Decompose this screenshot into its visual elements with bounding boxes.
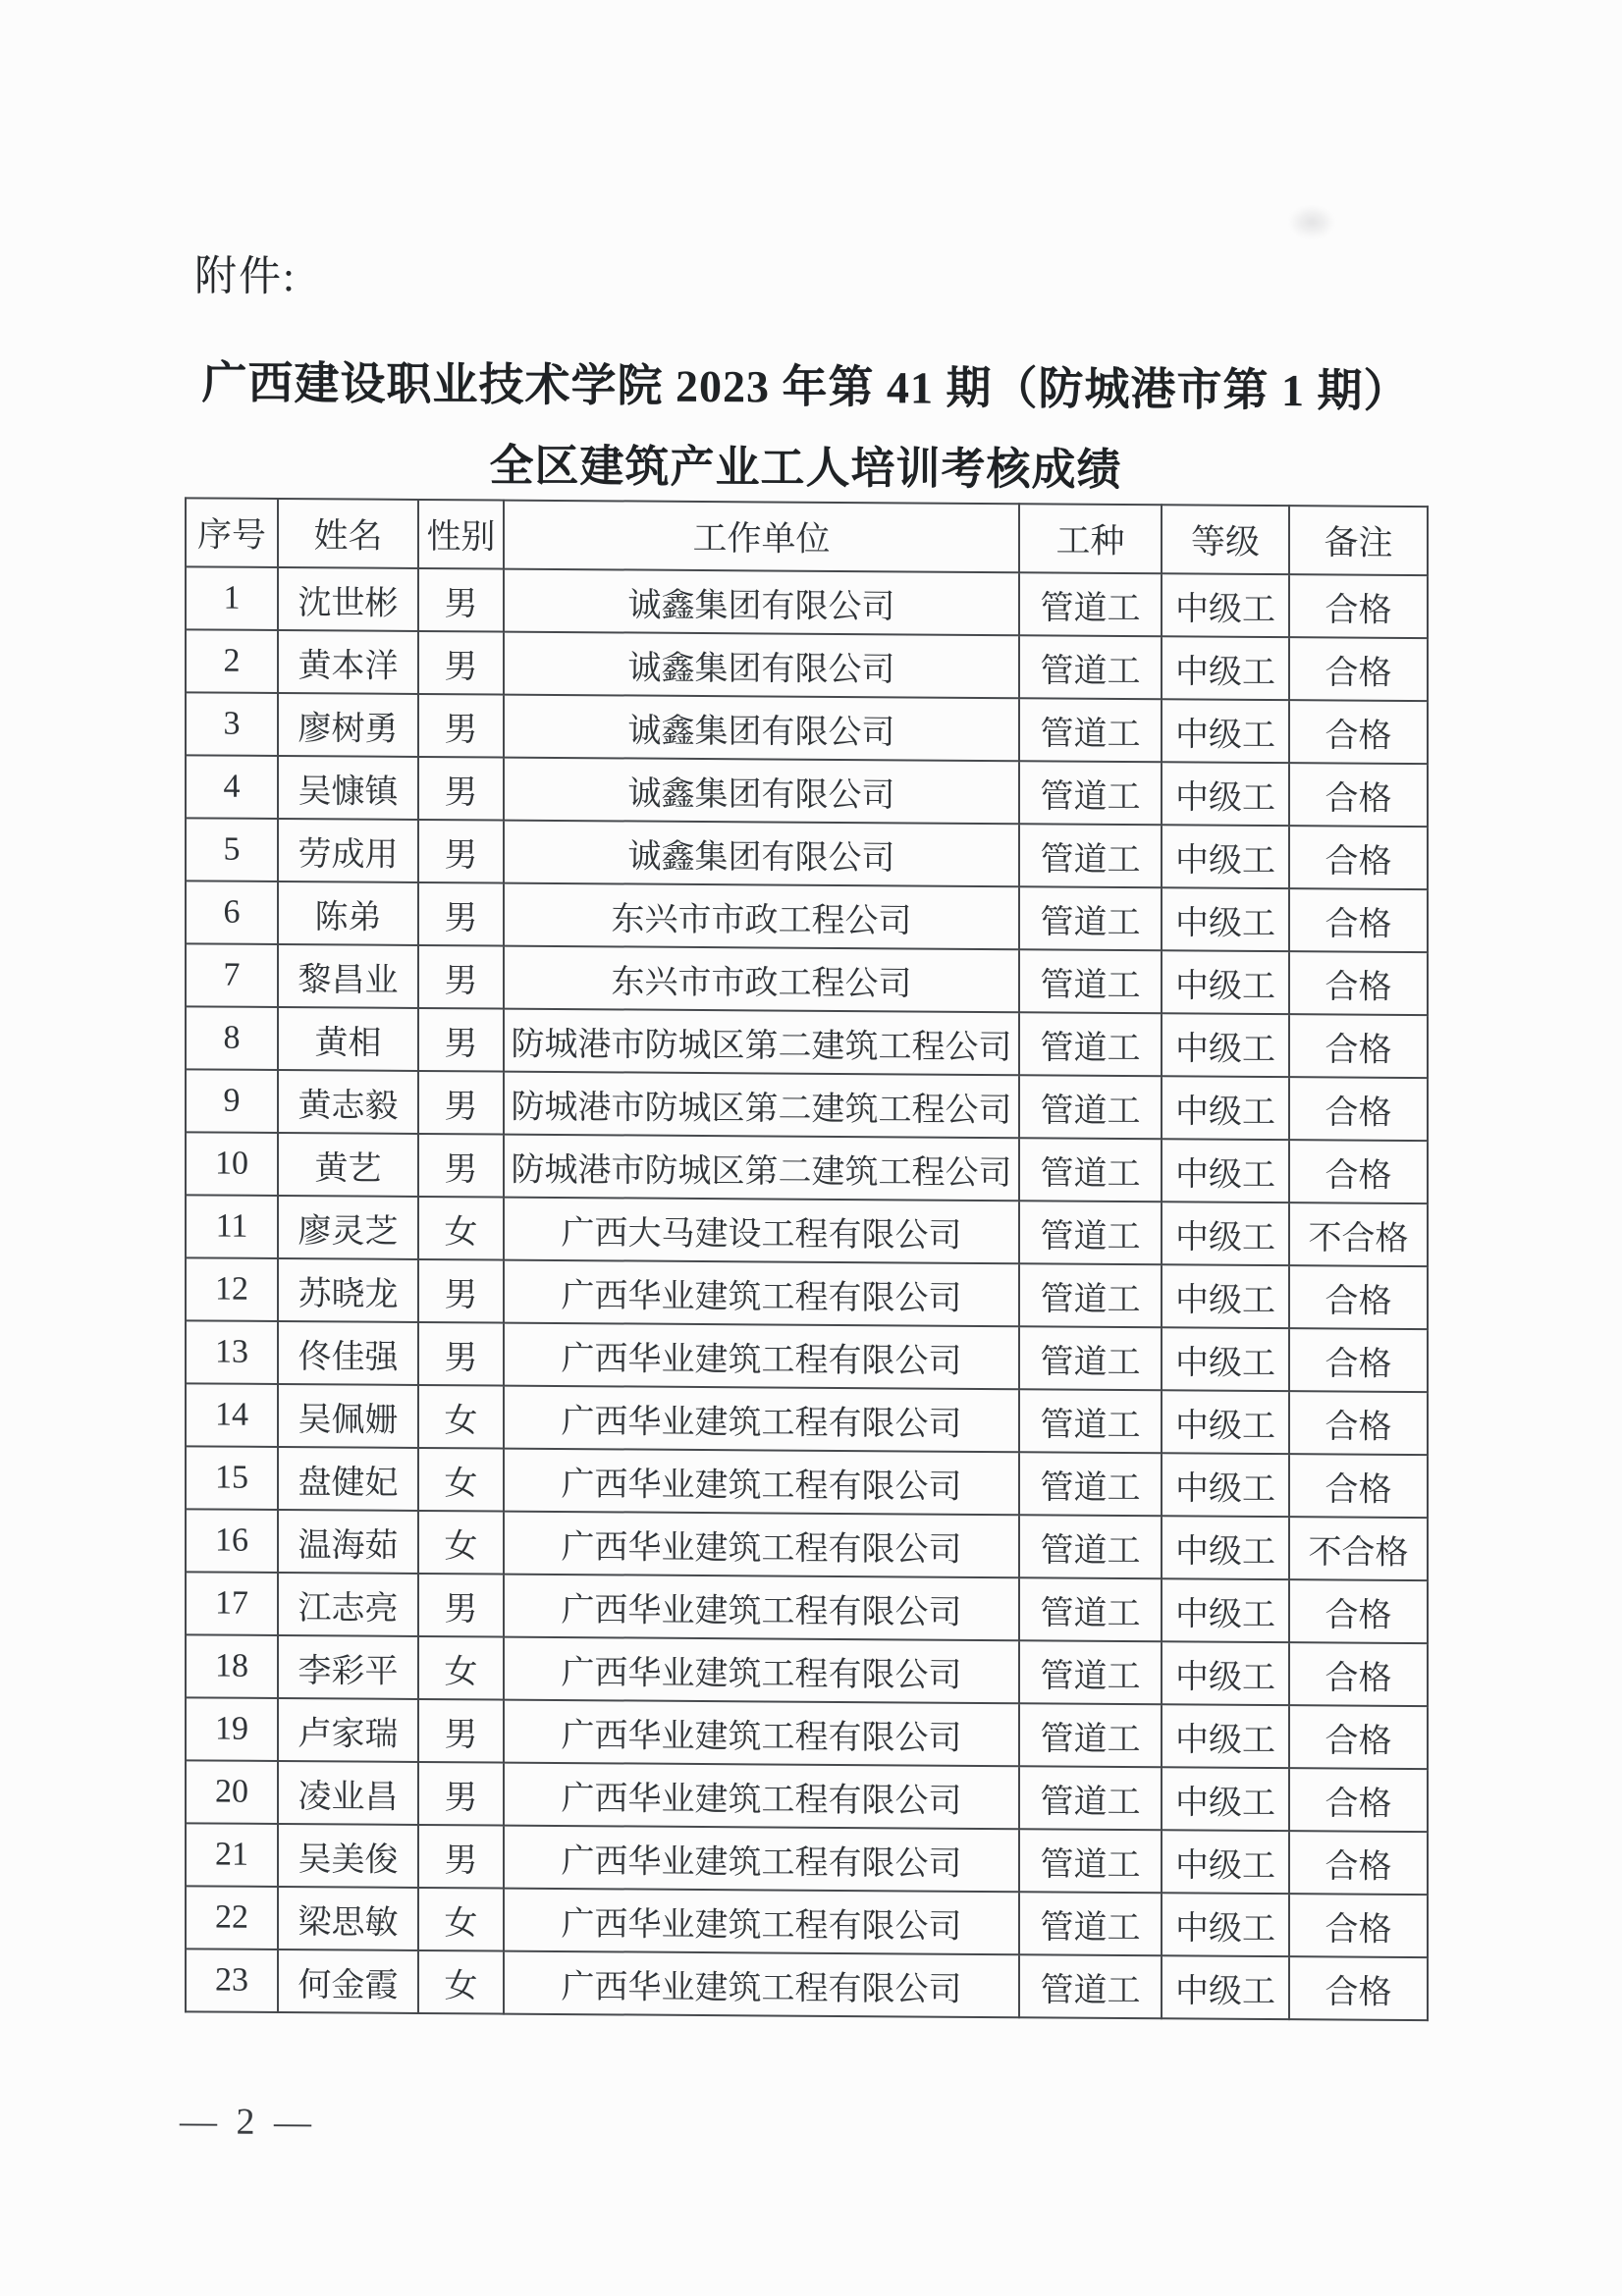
cell-level: 中级工 bbox=[1162, 762, 1289, 826]
cell-gender: 女 bbox=[418, 1385, 504, 1449]
cell-company: 广西华业建筑工程有限公司 bbox=[504, 1323, 1019, 1390]
cell-trade: 管道工 bbox=[1019, 1577, 1162, 1641]
cell-remark: 合格 bbox=[1289, 1831, 1428, 1895]
cell-no: 20 bbox=[186, 1760, 278, 1824]
table-row bbox=[186, 1446, 1428, 1518]
results-table bbox=[185, 497, 1429, 2021]
cell-name: 陈弟 bbox=[278, 881, 418, 945]
cell-gender: 男 bbox=[418, 1574, 504, 1637]
cell-level: 中级工 bbox=[1162, 1390, 1289, 1454]
cell-level: 中级工 bbox=[1162, 699, 1289, 763]
cell-name: 黎昌业 bbox=[278, 944, 418, 1008]
cell-remark: 合格 bbox=[1289, 1454, 1428, 1518]
cell-no: 9 bbox=[186, 1069, 278, 1133]
cell-name: 黄相 bbox=[278, 1007, 418, 1071]
cell-company: 诚鑫集团有限公司 bbox=[504, 821, 1019, 887]
cell-company: 诚鑫集团有限公司 bbox=[504, 758, 1019, 825]
page-number: — 2 — bbox=[180, 2101, 311, 2144]
cell-no: 19 bbox=[186, 1697, 278, 1761]
table-row bbox=[186, 692, 1428, 764]
cell-no: 13 bbox=[186, 1320, 278, 1384]
cell-company: 广西华业建筑工程有限公司 bbox=[504, 1889, 1019, 1955]
cell-remark: 合格 bbox=[1289, 1077, 1428, 1141]
cell-trade: 管道工 bbox=[1019, 1201, 1162, 1264]
table-row bbox=[186, 1760, 1428, 1832]
cell-trade: 管道工 bbox=[1019, 1263, 1162, 1327]
cell-no: 23 bbox=[186, 1949, 278, 2012]
cell-level: 中级工 bbox=[1162, 636, 1289, 700]
cell-name: 黄艺 bbox=[278, 1133, 418, 1197]
cell-no: 2 bbox=[186, 629, 278, 693]
cell-gender: 男 bbox=[418, 694, 504, 758]
cell-no: 7 bbox=[186, 943, 278, 1007]
cell-no: 8 bbox=[186, 1006, 278, 1070]
cell-company: 诚鑫集团有限公司 bbox=[504, 632, 1019, 699]
table-row bbox=[186, 1132, 1428, 1203]
table-row bbox=[186, 881, 1428, 952]
attachment-label: 附件: bbox=[194, 253, 297, 301]
cell-remark: 合格 bbox=[1289, 1579, 1428, 1643]
cell-remark: 合格 bbox=[1289, 1265, 1428, 1329]
cell-remark: 合格 bbox=[1289, 888, 1428, 952]
cell-trade: 管道工 bbox=[1019, 1012, 1162, 1076]
cell-remark: 合格 bbox=[1289, 1014, 1428, 1078]
cell-remark: 合格 bbox=[1289, 1894, 1428, 1957]
cell-name: 黄本洋 bbox=[278, 630, 418, 694]
cell-company: 防城港市防城区第二建筑工程公司 bbox=[504, 1072, 1019, 1139]
column-header-remark: 备注 bbox=[1289, 506, 1428, 575]
cell-trade: 管道工 bbox=[1019, 1829, 1162, 1893]
cell-remark: 合格 bbox=[1289, 700, 1428, 764]
cell-gender: 男 bbox=[418, 757, 504, 821]
cell-company: 广西华业建筑工程有限公司 bbox=[504, 1763, 1019, 1830]
table-row bbox=[186, 1257, 1428, 1329]
document-title-line1: 广西建设职业技术学院 2023 年第 41 期（防城港市第 1 期） bbox=[201, 357, 1410, 417]
cell-name: 梁思敏 bbox=[278, 1887, 418, 1950]
cell-trade: 管道工 bbox=[1019, 1452, 1162, 1516]
cell-gender: 女 bbox=[418, 1888, 504, 1951]
table-row bbox=[186, 755, 1428, 827]
cell-trade: 管道工 bbox=[1019, 761, 1162, 825]
cell-company: 诚鑫集团有限公司 bbox=[504, 695, 1019, 762]
cell-no: 10 bbox=[186, 1132, 278, 1196]
cell-no: 18 bbox=[186, 1634, 278, 1698]
cell-remark: 合格 bbox=[1289, 1705, 1428, 1769]
cell-name: 廖灵芝 bbox=[278, 1196, 418, 1259]
cell-level: 中级工 bbox=[1162, 1641, 1289, 1705]
cell-name: 凌业昌 bbox=[278, 1761, 418, 1825]
cell-gender: 女 bbox=[418, 1511, 504, 1575]
cell-trade: 管道工 bbox=[1019, 886, 1162, 950]
cell-level: 中级工 bbox=[1162, 573, 1289, 637]
cell-no: 17 bbox=[186, 1572, 278, 1635]
cell-remark: 合格 bbox=[1289, 637, 1428, 701]
cell-name: 卢家瑞 bbox=[278, 1698, 418, 1762]
cell-company: 广西华业建筑工程有限公司 bbox=[504, 1386, 1019, 1453]
cell-company: 诚鑫集团有限公司 bbox=[504, 569, 1019, 636]
cell-name: 佟佳强 bbox=[278, 1321, 418, 1385]
cell-company: 广西华业建筑工程有限公司 bbox=[504, 1575, 1019, 1641]
cell-name: 吴慷镇 bbox=[278, 756, 418, 820]
cell-company: 广西华业建筑工程有限公司 bbox=[504, 1512, 1019, 1578]
cell-gender: 男 bbox=[418, 1134, 504, 1198]
cell-level: 中级工 bbox=[1162, 1013, 1289, 1077]
table-row bbox=[186, 1697, 1428, 1769]
cell-gender: 男 bbox=[418, 1762, 504, 1826]
cell-name: 李彩平 bbox=[278, 1635, 418, 1699]
table-row bbox=[186, 818, 1428, 889]
cell-trade: 管道工 bbox=[1019, 635, 1162, 699]
table-row bbox=[186, 1320, 1428, 1392]
cell-gender: 男 bbox=[418, 631, 504, 695]
table-row bbox=[186, 1383, 1428, 1455]
cell-name: 黄志毅 bbox=[278, 1070, 418, 1134]
cell-level: 中级工 bbox=[1162, 1264, 1289, 1328]
cell-trade: 管道工 bbox=[1019, 1138, 1162, 1201]
cell-level: 中级工 bbox=[1162, 1830, 1289, 1894]
column-header-trade: 工种 bbox=[1019, 504, 1162, 573]
cell-trade: 管道工 bbox=[1019, 1640, 1162, 1704]
column-header-name: 姓名 bbox=[278, 499, 418, 568]
cell-gender: 男 bbox=[418, 1071, 504, 1135]
cell-level: 中级工 bbox=[1162, 1955, 1289, 2019]
cell-no: 1 bbox=[186, 566, 278, 630]
table-row bbox=[186, 1069, 1428, 1141]
cell-gender: 男 bbox=[418, 945, 504, 1009]
cell-no: 16 bbox=[186, 1509, 278, 1573]
cell-remark: 合格 bbox=[1289, 763, 1428, 827]
cell-level: 中级工 bbox=[1162, 825, 1289, 888]
cell-no: 22 bbox=[186, 1886, 278, 1949]
scan-smudge bbox=[1288, 205, 1335, 239]
cell-no: 12 bbox=[186, 1257, 278, 1321]
cell-trade: 管道工 bbox=[1019, 1515, 1162, 1578]
cell-level: 中级工 bbox=[1162, 1201, 1289, 1265]
document-title-line2: 全区建筑产业工人培训考核成绩 bbox=[489, 441, 1122, 495]
cell-no: 3 bbox=[186, 692, 278, 756]
cell-level: 中级工 bbox=[1162, 1893, 1289, 1956]
table-body bbox=[186, 566, 1428, 2020]
cell-name: 沈世彬 bbox=[278, 567, 418, 631]
table-row bbox=[186, 1634, 1428, 1706]
cell-level: 中级工 bbox=[1162, 1516, 1289, 1579]
cell-gender: 男 bbox=[418, 882, 504, 946]
cell-level: 中级工 bbox=[1162, 950, 1289, 1014]
cell-gender: 男 bbox=[418, 820, 504, 883]
cell-level: 中级工 bbox=[1162, 1704, 1289, 1768]
cell-level: 中级工 bbox=[1162, 887, 1289, 951]
cell-name: 何金霞 bbox=[278, 1949, 418, 2013]
cell-gender: 女 bbox=[418, 1950, 504, 2014]
cell-level: 中级工 bbox=[1162, 1578, 1289, 1642]
cell-trade: 管道工 bbox=[1019, 572, 1162, 636]
cell-name: 盘健妃 bbox=[278, 1447, 418, 1511]
cell-remark: 不合格 bbox=[1289, 1517, 1428, 1580]
cell-company: 东兴市市政工程公司 bbox=[504, 946, 1019, 1013]
cell-level: 中级工 bbox=[1162, 1453, 1289, 1517]
cell-company: 防城港市防城区第二建筑工程公司 bbox=[504, 1009, 1019, 1076]
cell-trade: 管道工 bbox=[1019, 1766, 1162, 1830]
cell-trade: 管道工 bbox=[1019, 949, 1162, 1013]
cell-no: 6 bbox=[186, 881, 278, 944]
table-row bbox=[186, 566, 1428, 638]
cell-gender: 男 bbox=[418, 1699, 504, 1763]
table-row bbox=[186, 1949, 1428, 2020]
cell-trade: 管道工 bbox=[1019, 1075, 1162, 1139]
cell-remark: 合格 bbox=[1289, 1328, 1428, 1392]
cell-gender: 男 bbox=[418, 1008, 504, 1072]
cell-level: 中级工 bbox=[1162, 1327, 1289, 1391]
cell-trade: 管道工 bbox=[1019, 698, 1162, 762]
table-row bbox=[186, 1886, 1428, 1957]
column-header-gender: 性别 bbox=[418, 500, 504, 569]
cell-remark: 合格 bbox=[1289, 826, 1428, 889]
cell-name: 温海茹 bbox=[278, 1510, 418, 1574]
table-header bbox=[186, 498, 1428, 575]
cell-name: 江志亮 bbox=[278, 1573, 418, 1636]
cell-company: 广西华业建筑工程有限公司 bbox=[504, 1637, 1019, 1704]
header-row bbox=[186, 498, 1428, 575]
cell-no: 11 bbox=[186, 1195, 278, 1258]
table-row bbox=[186, 1006, 1428, 1078]
cell-trade: 管道工 bbox=[1019, 1703, 1162, 1767]
cell-remark: 合格 bbox=[1289, 1768, 1428, 1832]
table-row bbox=[186, 1195, 1428, 1266]
cell-gender: 男 bbox=[418, 1825, 504, 1889]
cell-no: 21 bbox=[186, 1823, 278, 1887]
table-row bbox=[186, 943, 1428, 1015]
cell-remark: 合格 bbox=[1289, 1391, 1428, 1455]
cell-remark: 合格 bbox=[1289, 1642, 1428, 1706]
cell-gender: 男 bbox=[418, 1259, 504, 1323]
cell-remark: 不合格 bbox=[1289, 1202, 1428, 1266]
cell-level: 中级工 bbox=[1162, 1767, 1289, 1831]
table-row bbox=[186, 629, 1428, 701]
cell-name: 苏晓龙 bbox=[278, 1258, 418, 1322]
cell-company: 防城港市防城区第二建筑工程公司 bbox=[504, 1135, 1019, 1201]
cell-trade: 管道工 bbox=[1019, 1954, 1162, 2018]
cell-name: 吴美俊 bbox=[278, 1824, 418, 1888]
cell-company: 广西华业建筑工程有限公司 bbox=[504, 1260, 1019, 1327]
cell-level: 中级工 bbox=[1162, 1139, 1289, 1202]
cell-remark: 合格 bbox=[1289, 1956, 1428, 2020]
cell-trade: 管道工 bbox=[1019, 824, 1162, 887]
cell-gender: 女 bbox=[418, 1636, 504, 1700]
table-row bbox=[186, 1509, 1428, 1580]
cell-gender: 女 bbox=[418, 1197, 504, 1260]
cell-trade: 管道工 bbox=[1019, 1892, 1162, 1955]
cell-company: 广西华业建筑工程有限公司 bbox=[504, 1826, 1019, 1893]
cell-name: 吴佩姗 bbox=[278, 1384, 418, 1448]
cell-no: 5 bbox=[186, 818, 278, 881]
cell-remark: 合格 bbox=[1289, 574, 1428, 638]
cell-company: 广西华业建筑工程有限公司 bbox=[504, 1449, 1019, 1516]
cell-company: 东兴市市政工程公司 bbox=[504, 883, 1019, 950]
cell-gender: 男 bbox=[418, 1322, 504, 1386]
cell-trade: 管道工 bbox=[1019, 1326, 1162, 1390]
cell-company: 广西华业建筑工程有限公司 bbox=[504, 1951, 1019, 2018]
cell-no: 15 bbox=[186, 1446, 278, 1510]
cell-gender: 女 bbox=[418, 1448, 504, 1512]
cell-name: 廖树勇 bbox=[278, 693, 418, 757]
cell-remark: 合格 bbox=[1289, 951, 1428, 1015]
cell-trade: 管道工 bbox=[1019, 1389, 1162, 1453]
cell-no: 14 bbox=[186, 1383, 278, 1447]
cell-remark: 合格 bbox=[1289, 1140, 1428, 1203]
table-row bbox=[186, 1823, 1428, 1895]
cell-name: 劳成用 bbox=[278, 819, 418, 882]
column-header-no: 序号 bbox=[186, 498, 278, 567]
cell-company: 广西华业建筑工程有限公司 bbox=[504, 1700, 1019, 1767]
table-row bbox=[186, 1572, 1428, 1643]
column-header-company: 工作单位 bbox=[504, 501, 1019, 573]
column-header-level: 等级 bbox=[1162, 505, 1289, 574]
cell-gender: 男 bbox=[418, 568, 504, 632]
cell-no: 4 bbox=[186, 755, 278, 819]
cell-level: 中级工 bbox=[1162, 1076, 1289, 1140]
cell-company: 广西大马建设工程有限公司 bbox=[504, 1198, 1019, 1264]
